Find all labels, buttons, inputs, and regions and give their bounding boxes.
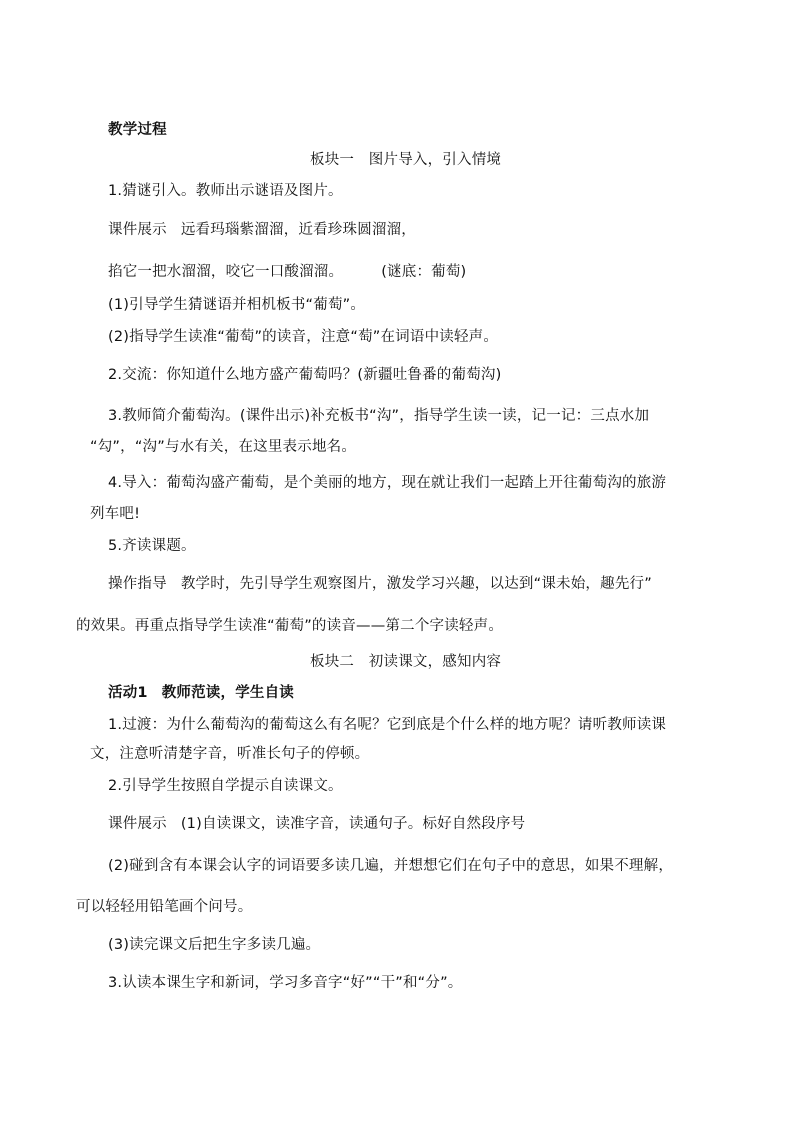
paragraph: 4.导入：葡萄沟盛产葡萄，是个美丽的地方，现在就让我们一起踏上开往葡萄沟的旅游 [108,475,667,491]
guidance-text: 教学时，先引导学生观察图片，激发学习兴趣，以达到“课未始，趣先行” [180,576,652,592]
courseware-label: 课件展示 [108,816,167,832]
activity-heading [108,683,294,703]
paragraph: “勾”，“沟”与水有关，在这里表示地名。 [90,439,357,455]
courseware-item: (3)读完课文后把生字多读几遍。 [108,937,321,953]
activity-title: 教师范读，学生自读 [161,685,295,701]
riddle-line1: 远看玛瑙紫溜溜，近看珍珠圆溜溜， [180,222,417,238]
paragraph: 5.齐读课题。 [108,538,196,554]
paragraph: 列车吧! [90,506,141,522]
paragraph: (1)引导学生猜谜语并相机板书“葡萄”。 [108,297,366,313]
paragraph: (2)指导学生读准“葡萄”的读音，注意“萄”在词语中读轻声。 [108,329,499,345]
courseware-item: (1)自读课文，读准字音，读通句子。标好自然段序号 [180,816,526,832]
block2-heading: 板块二 初读课文，感知内容 [310,654,502,670]
courseware-label: 课件展示 [108,222,167,238]
section-title: 教学过程 [108,122,167,138]
paragraph: 文，注意听清楚字音，听准长句子的停顿。 [90,746,370,762]
paragraph: 3.认读本课生字和新词，学习多音字“好”“干”和“分”。 [108,975,463,991]
paragraph: 1.过渡：为什么葡萄沟的葡萄这么有名呢？它到底是个什么样的地方呢？请听教师读课 [108,717,667,733]
paragraph: 2.交流：你知道什么地方盛产葡萄吗？(新疆吐鲁番的葡萄沟) [108,367,502,383]
riddle-answer: (谜底：葡萄) [381,264,467,280]
paragraph: 2.引导学生按照自学提示自读课文。 [108,778,343,794]
activity-label: 活动1 [108,685,148,701]
courseware-item: 可以轻轻用铅笔画个问号。 [76,899,253,915]
courseware-item: (2)碰到含有本课会认字的词语要多读几遍，并想想它们在句子中的意思，如果不理解， [108,858,674,874]
guidance-line [108,574,652,594]
riddle-line2: 掐它一把水溜溜，咬它一口酸溜溜。 [108,264,344,280]
courseware-line [108,220,416,240]
guidance-label: 操作指导 [108,576,167,592]
paragraph: 3.教师简介葡萄沟。(课件出示)补充板书“沟”，指导学生读一读，记一记：三点水加 [108,408,650,424]
riddle-line [108,262,466,282]
block1-heading: 板块一 图片导入，引入情境 [310,152,502,168]
courseware-line [108,814,525,834]
paragraph: 的效果。再重点指导学生读准“葡萄”的读音——第二个字读轻声。 [76,618,504,634]
paragraph: 1.猜谜引入。教师出示谜语及图片。 [108,183,343,199]
